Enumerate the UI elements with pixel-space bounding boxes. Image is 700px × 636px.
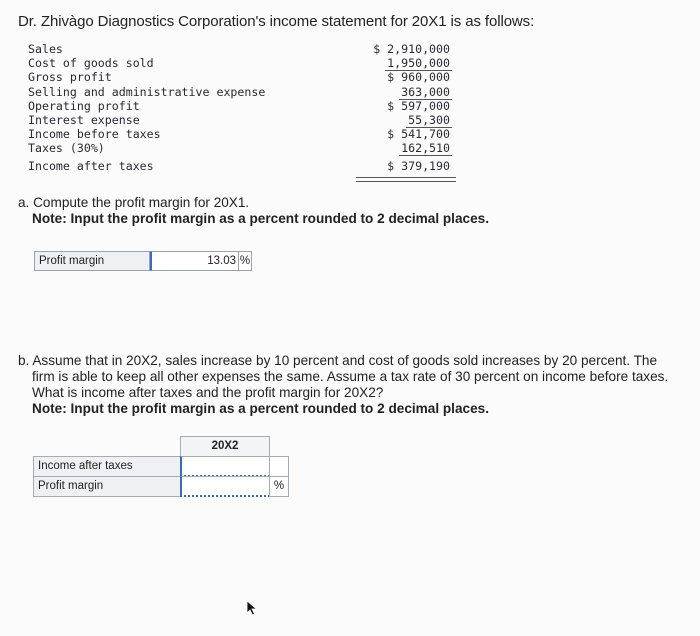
income-statement [26, 42, 466, 173]
percent-sign: % [239, 251, 252, 271]
part-b-note: Note: Input the profit margin as a percent rounded to 2 decimal places. [32, 401, 489, 416]
income-after-taxes-input[interactable] [180, 456, 270, 477]
part-a-prompt [18, 195, 678, 227]
part-a-note: Note: Input the profit margin as a percent rounded to 2 decimal places. [32, 211, 489, 226]
statement-row-interest: Interest expense 55,300 [28, 112, 450, 127]
profit-margin-20x2-input[interactable] [180, 476, 270, 497]
statement-row-cogs: Cost of goods sold 1,950,000 [28, 56, 450, 71]
table-row [34, 457, 289, 477]
income-after-taxes-label: Income after taxes [33, 456, 181, 477]
statement-row-sga: Selling and administrative expense 363,000 [28, 84, 450, 99]
income-after-taxes-unit [269, 456, 289, 477]
part-b-prompt [18, 353, 680, 417]
profit-margin-20x2-unit: % [269, 476, 289, 497]
problem-title: Dr. Zhivàgo Diagnostics Corporation's income statement for 20X1 is as follows: [18, 13, 535, 30]
profit-margin-20x2-label: Profit margin [33, 476, 181, 497]
profit-margin-label: Profit margin [34, 251, 150, 271]
part-b-question: b. Assume that in 20X2, sales increase by 10 percent and cost of goods sold increases by 20 percent. The firm is able to keep all other expenses the same. Assume a tax rate of 30 percent on income before taxes. What is income after taxes and the profit margin for 20X2? [18, 353, 669, 400]
table-corner-right [269, 436, 289, 457]
column-header-20x2: 20X2 [180, 436, 270, 457]
double-underline [356, 177, 456, 182]
statement-row-operating-profit: Operating profit $ 597,000 [28, 98, 450, 113]
mouse-cursor-icon [246, 600, 258, 616]
statement-row-gross-profit: Gross profit $ 960,000 [28, 70, 450, 85]
profit-margin-input[interactable]: 13.03 [150, 251, 239, 271]
statement-row-income-after-taxes: Income after taxes $ 379,190 [28, 158, 450, 173]
statement-row-income-before-taxes: Income before taxes $ 541,700 [28, 127, 450, 142]
table-header-row [34, 437, 289, 457]
table-corner [33, 436, 181, 457]
profit-margin-answer-row [34, 251, 252, 271]
part-a-question: a. Compute the profit margin for 20X1. [18, 195, 250, 210]
statement-row-sales: Sales $ 2,910,000 [28, 42, 450, 56]
table-row [34, 477, 289, 497]
statement-row-taxes: Taxes (30%) 162,510 [28, 141, 450, 156]
answer-table-20x2 [34, 437, 289, 497]
